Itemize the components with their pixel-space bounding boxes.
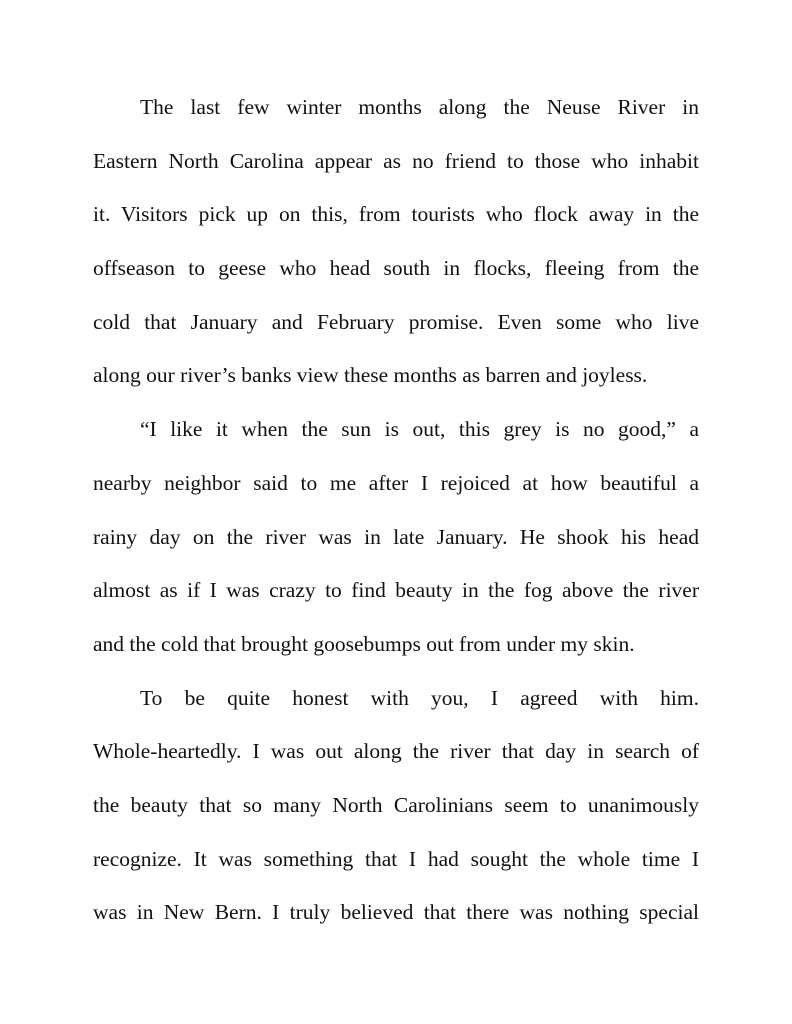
- paragraph: [93, 680, 699, 948]
- text-line: Eastern North Carolina appear as no friend to those who inhabit: [93, 148, 699, 173]
- text-line: cold that January and February promise. Even some who live: [93, 309, 699, 334]
- text-line: was in New Bern. I truly believed that there was nothing special: [93, 900, 699, 925]
- text-line: along our river’s banks view these months as barren and joyless.: [93, 363, 648, 388]
- text-line: rainy day on the river was in late January. He shook his head: [93, 524, 699, 549]
- text-line: To be quite honest with you, I agreed with him.: [140, 685, 699, 710]
- paragraph: [93, 89, 699, 411]
- text-line: nearby neighbor said to me after I rejoiced at how beautiful a: [93, 470, 699, 495]
- text-line: it. Visitors pick up on this, from tourists who flock away in the: [93, 202, 699, 227]
- text-line: the beauty that so many North Carolinians seem to unanimously: [93, 792, 699, 817]
- text-line: “I like it when the sun is out, this grey is no good,” a: [140, 417, 699, 442]
- body-text: [93, 89, 699, 948]
- text-line: and the cold that brought goosebumps out from under my skin.: [93, 631, 635, 656]
- text-line: almost as if I was crazy to find beauty in the fog above the river: [93, 578, 699, 603]
- text-line: The last few winter months along the Neuse River in: [140, 95, 699, 119]
- text-line: offseason to geese who head south in flocks, fleeing from the: [93, 256, 699, 281]
- paragraph: [93, 411, 699, 679]
- text-line: Whole-heartedly. I was out along the river that day in search of: [93, 739, 699, 764]
- text-line: recognize. It was something that I had sought the whole time I: [93, 846, 699, 871]
